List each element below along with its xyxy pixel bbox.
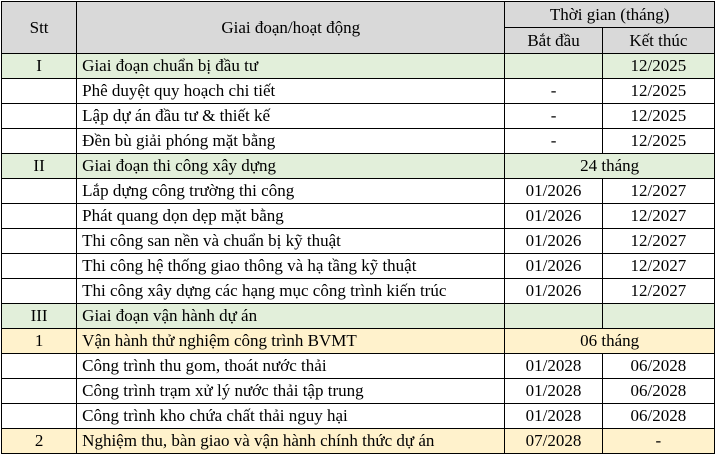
table-row xyxy=(2,229,715,254)
row-start: 01/2028 xyxy=(505,404,602,429)
row-start: 01/2026 xyxy=(505,279,602,304)
row-stt: 2 xyxy=(2,429,77,454)
row-activity: Công trình trạm xử lý nước thải tập trung xyxy=(77,379,505,404)
row-start: 01/2026 xyxy=(505,254,602,279)
row-activity: Thi công san nền và chuẩn bị kỹ thuật xyxy=(77,229,505,254)
table-row-phase-2 xyxy=(2,154,715,179)
row-start xyxy=(505,54,602,79)
row-start: 01/2026 xyxy=(505,179,602,204)
row-activity: Công trình kho chứa chất thải nguy hại xyxy=(77,404,505,429)
row-activity: Nghiệm thu, bàn giao và vận hành chính thức dự án xyxy=(77,429,505,454)
row-stt xyxy=(2,279,77,304)
row-stt xyxy=(2,79,77,104)
row-activity: Giai đoạn thi công xây dựng xyxy=(77,154,505,179)
row-start: 01/2026 xyxy=(505,204,602,229)
row-start: - xyxy=(505,104,602,129)
row-stt: I xyxy=(2,54,77,79)
row-activity: Thi công xây dựng các hạng mục công trình kiến trúc xyxy=(77,279,505,304)
table-row xyxy=(2,129,715,154)
row-end: 12/2025 xyxy=(602,104,714,129)
row-duration: 24 tháng xyxy=(505,154,715,179)
row-end: 12/2027 xyxy=(602,204,714,229)
table-row-subphase-2 xyxy=(2,429,715,454)
row-stt xyxy=(2,229,77,254)
header-time: Thời gian (tháng) xyxy=(505,2,715,28)
header-activity: Giai đoạn/hoạt động xyxy=(77,2,505,54)
row-activity: Vận hành thử nghiệm công trình BVMT xyxy=(77,329,505,354)
row-start: - xyxy=(505,79,602,104)
table-row xyxy=(2,204,715,229)
row-activity: Thi công hệ thống giao thông và hạ tầng kỹ thuật xyxy=(77,254,505,279)
row-start: - xyxy=(505,129,602,154)
row-stt xyxy=(2,379,77,404)
header-stt: Stt xyxy=(2,2,77,54)
row-end: - xyxy=(602,429,714,454)
table-row-phase-3 xyxy=(2,304,715,329)
row-stt xyxy=(2,129,77,154)
row-end: 12/2027 xyxy=(602,279,714,304)
row-end xyxy=(602,304,714,329)
row-activity: Đền bù giải phóng mặt bằng xyxy=(77,129,505,154)
row-end: 12/2025 xyxy=(602,79,714,104)
header-start: Bắt đầu xyxy=(505,28,602,54)
row-stt: III xyxy=(2,304,77,329)
row-end: 06/2028 xyxy=(602,404,714,429)
table-row xyxy=(2,254,715,279)
row-stt xyxy=(2,179,77,204)
row-end: 12/2027 xyxy=(602,229,714,254)
row-end: 12/2025 xyxy=(602,54,714,79)
row-start: 01/2028 xyxy=(505,379,602,404)
table-row-subphase-1 xyxy=(2,329,715,354)
table-row xyxy=(2,104,715,129)
row-stt xyxy=(2,204,77,229)
row-duration: 06 tháng xyxy=(505,329,715,354)
table-row xyxy=(2,179,715,204)
table-row xyxy=(2,79,715,104)
row-end: 06/2028 xyxy=(602,379,714,404)
row-activity: Lập dự án đầu tư & thiết kế xyxy=(77,104,505,129)
row-stt: II xyxy=(2,154,77,179)
row-start: 01/2026 xyxy=(505,229,602,254)
row-end: 12/2025 xyxy=(602,129,714,154)
row-activity: Công trình thu gom, thoát nước thải xyxy=(77,354,505,379)
table-row xyxy=(2,379,715,404)
row-end: 06/2028 xyxy=(602,354,714,379)
row-start: 07/2028 xyxy=(505,429,602,454)
table-row xyxy=(2,279,715,304)
header-row-top xyxy=(2,2,715,28)
table-row xyxy=(2,404,715,429)
row-stt xyxy=(2,254,77,279)
row-activity: Phát quang dọn dẹp mặt bằng xyxy=(77,204,505,229)
row-end: 12/2027 xyxy=(602,254,714,279)
header-end: Kết thúc xyxy=(602,28,714,54)
row-stt: 1 xyxy=(2,329,77,354)
table-row xyxy=(2,354,715,379)
row-start: 01/2028 xyxy=(505,354,602,379)
row-stt xyxy=(2,354,77,379)
row-start xyxy=(505,304,602,329)
row-end: 12/2027 xyxy=(602,179,714,204)
row-activity: Lắp dựng công trường thi công xyxy=(77,179,505,204)
row-stt xyxy=(2,404,77,429)
schedule-table xyxy=(1,1,715,454)
row-activity: Phê duyệt quy hoạch chi tiết xyxy=(77,79,505,104)
row-stt xyxy=(2,104,77,129)
row-activity: Giai đoạn chuẩn bị đầu tư xyxy=(77,54,505,79)
table-row-phase-1 xyxy=(2,54,715,79)
row-activity: Giai đoạn vận hành dự án xyxy=(77,304,505,329)
